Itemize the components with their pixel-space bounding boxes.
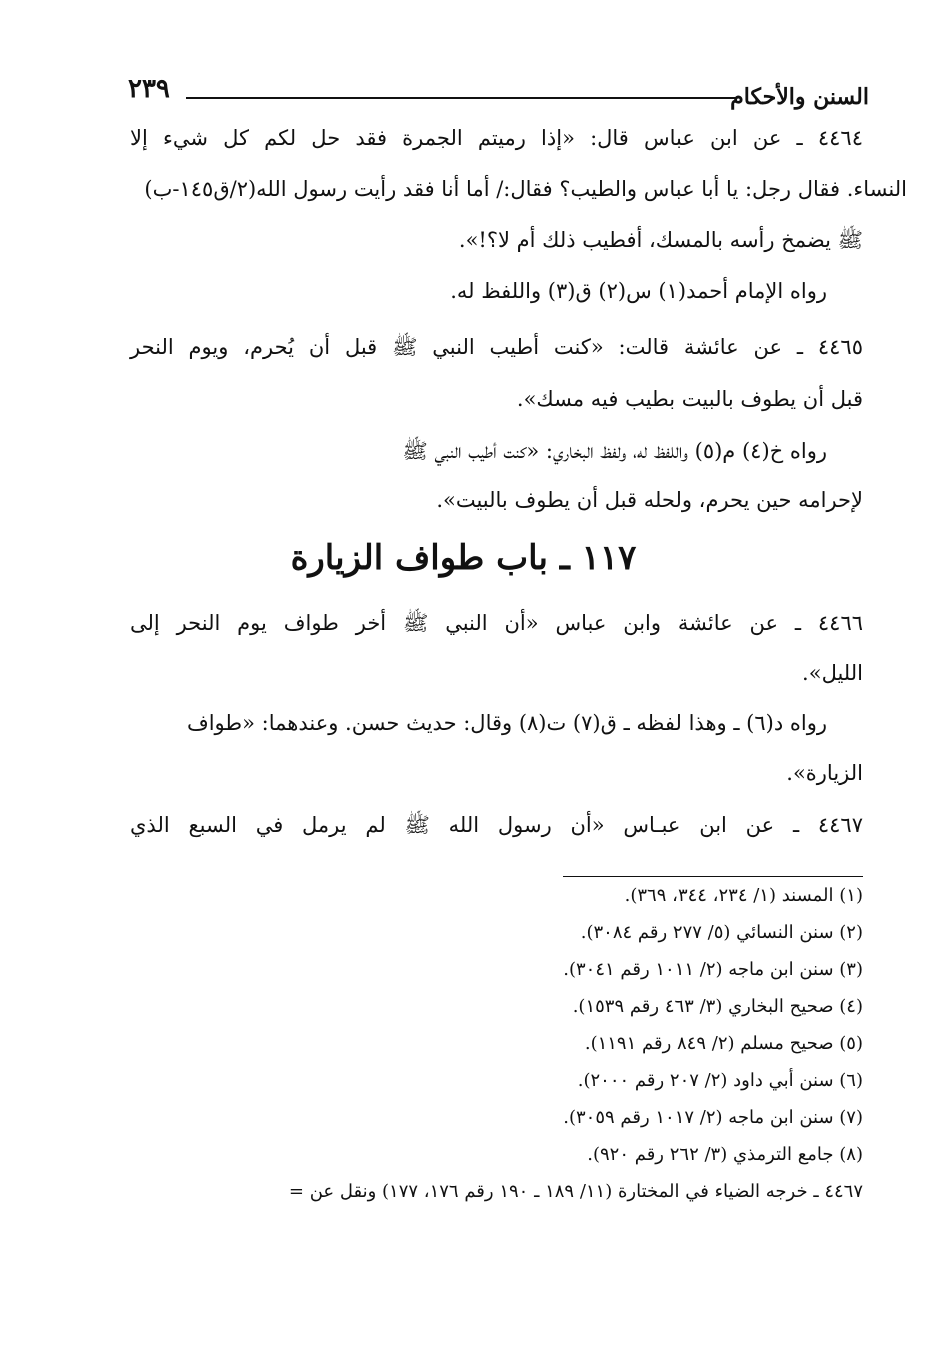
footnote-4: (٤) صحيح البخاري (٣/ ٤٦٣ رقم ١٥٣٩). (572, 996, 863, 1017)
running-title: السنن والأحكام (730, 84, 869, 110)
hadith-4464-line-3: ﷺ يضمخ رأسه بالمسك، أفطيب ذلك أم لا؟!». (458, 228, 863, 252)
hadith-4467-line-1: ٤٤٦٧ ـ عن ابن عبـاس «أن رسول الله ﷺ لم يرمل في السبع الذي (130, 813, 863, 837)
hadith-4466-line-2: الليل». (802, 661, 863, 685)
page-number: ٢٣٩ (128, 74, 170, 104)
footnote-rule (563, 876, 863, 877)
hadith-4465-line-2: قبل أن يطوف بالبيت بطيب فيه مسك». (516, 387, 863, 411)
hadith-4464-line-2: النساء. فقال رجل: يا أبا عباس والطيب؟ فقال:/ أما أنا فقد رأيت رسول الله(٢/ق١٤٥-ب) (144, 177, 907, 201)
footnote-8: (٨) جامع الترمذي (٣/ ٢٦٢ رقم ٩٢٠). (587, 1144, 863, 1165)
hadith-4466-line-1: ٤٤٦٦ ـ عن عائشة وابن عباس «أن النبي ﷺ أخر طواف يوم النحر إلى (130, 611, 864, 635)
footnote-2: (٢) سنن النسائي (٥/ ٢٧٧ رقم ٣٠٨٤). (580, 922, 863, 943)
header-rule (186, 97, 737, 99)
hadith-4464-source: رواه الإمام أحمد(١) س(٢) ق(٣) واللفظ له. (450, 279, 827, 303)
footnote-3: (٣) سنن ابن ماجه (٢/ ١٠١١ رقم ٣٠٤١). (563, 959, 863, 980)
hadith-4465-source-2: لإحرامه حين يحرم، ولحله قبل أن يطوف بالبيت». (436, 488, 863, 512)
footnote-5: (٥) صحيح مسلم (٢/ ٨٤٩ رقم ١١٩١). (584, 1033, 863, 1054)
hadith-4465-source-1: رواه خ(٤) م(٥) واللفظ له، ولفظ البخاري: «كنت أطيب النبي ﷺ (402, 439, 827, 463)
hadith-4465-line-1: ٤٤٦٥ ـ عن عائشة قالت: «كنت أطيب النبي ﷺ قبل أن يُحرم، ويوم النحر (130, 335, 863, 359)
footnote-6: (٦) سنن أبي داود (٢/ ٢٠٧ رقم ٢٠٠٠). (577, 1070, 863, 1091)
footnote-1: (١) المسند (١/ ٢٣٤، ٣٤٤، ٣٦٩). (624, 885, 863, 906)
hadith-4464-line-1: ٤٤٦٤ ـ عن ابن عباس قال: «إذا رميتم الجمرة فقد حل لكم كل شيء إلا (130, 126, 863, 150)
hadith-4466-source-1: رواه د(٦) ـ وهذا لفظه ـ ق(٧) ت(٨) وقال: حديث حسن. وعندهما: «طواف (186, 711, 827, 735)
footnote-7: (٧) سنن ابن ماجه (٢/ ١٠١٧ رقم ٣٠٥٩). (563, 1107, 863, 1128)
hadith-4466-source-2: الزيارة». (786, 761, 863, 785)
chapter-heading: ١١٧ ـ باب طواف الزيارة (290, 538, 637, 578)
footnote-4467: ٤٤٦٧ ـ خرجه الضياء في المختارة (١١/ ١٨٩ ـ ١٩٠ رقم ١٧٦، ١٧٧) ونقل عن = (288, 1181, 863, 1202)
